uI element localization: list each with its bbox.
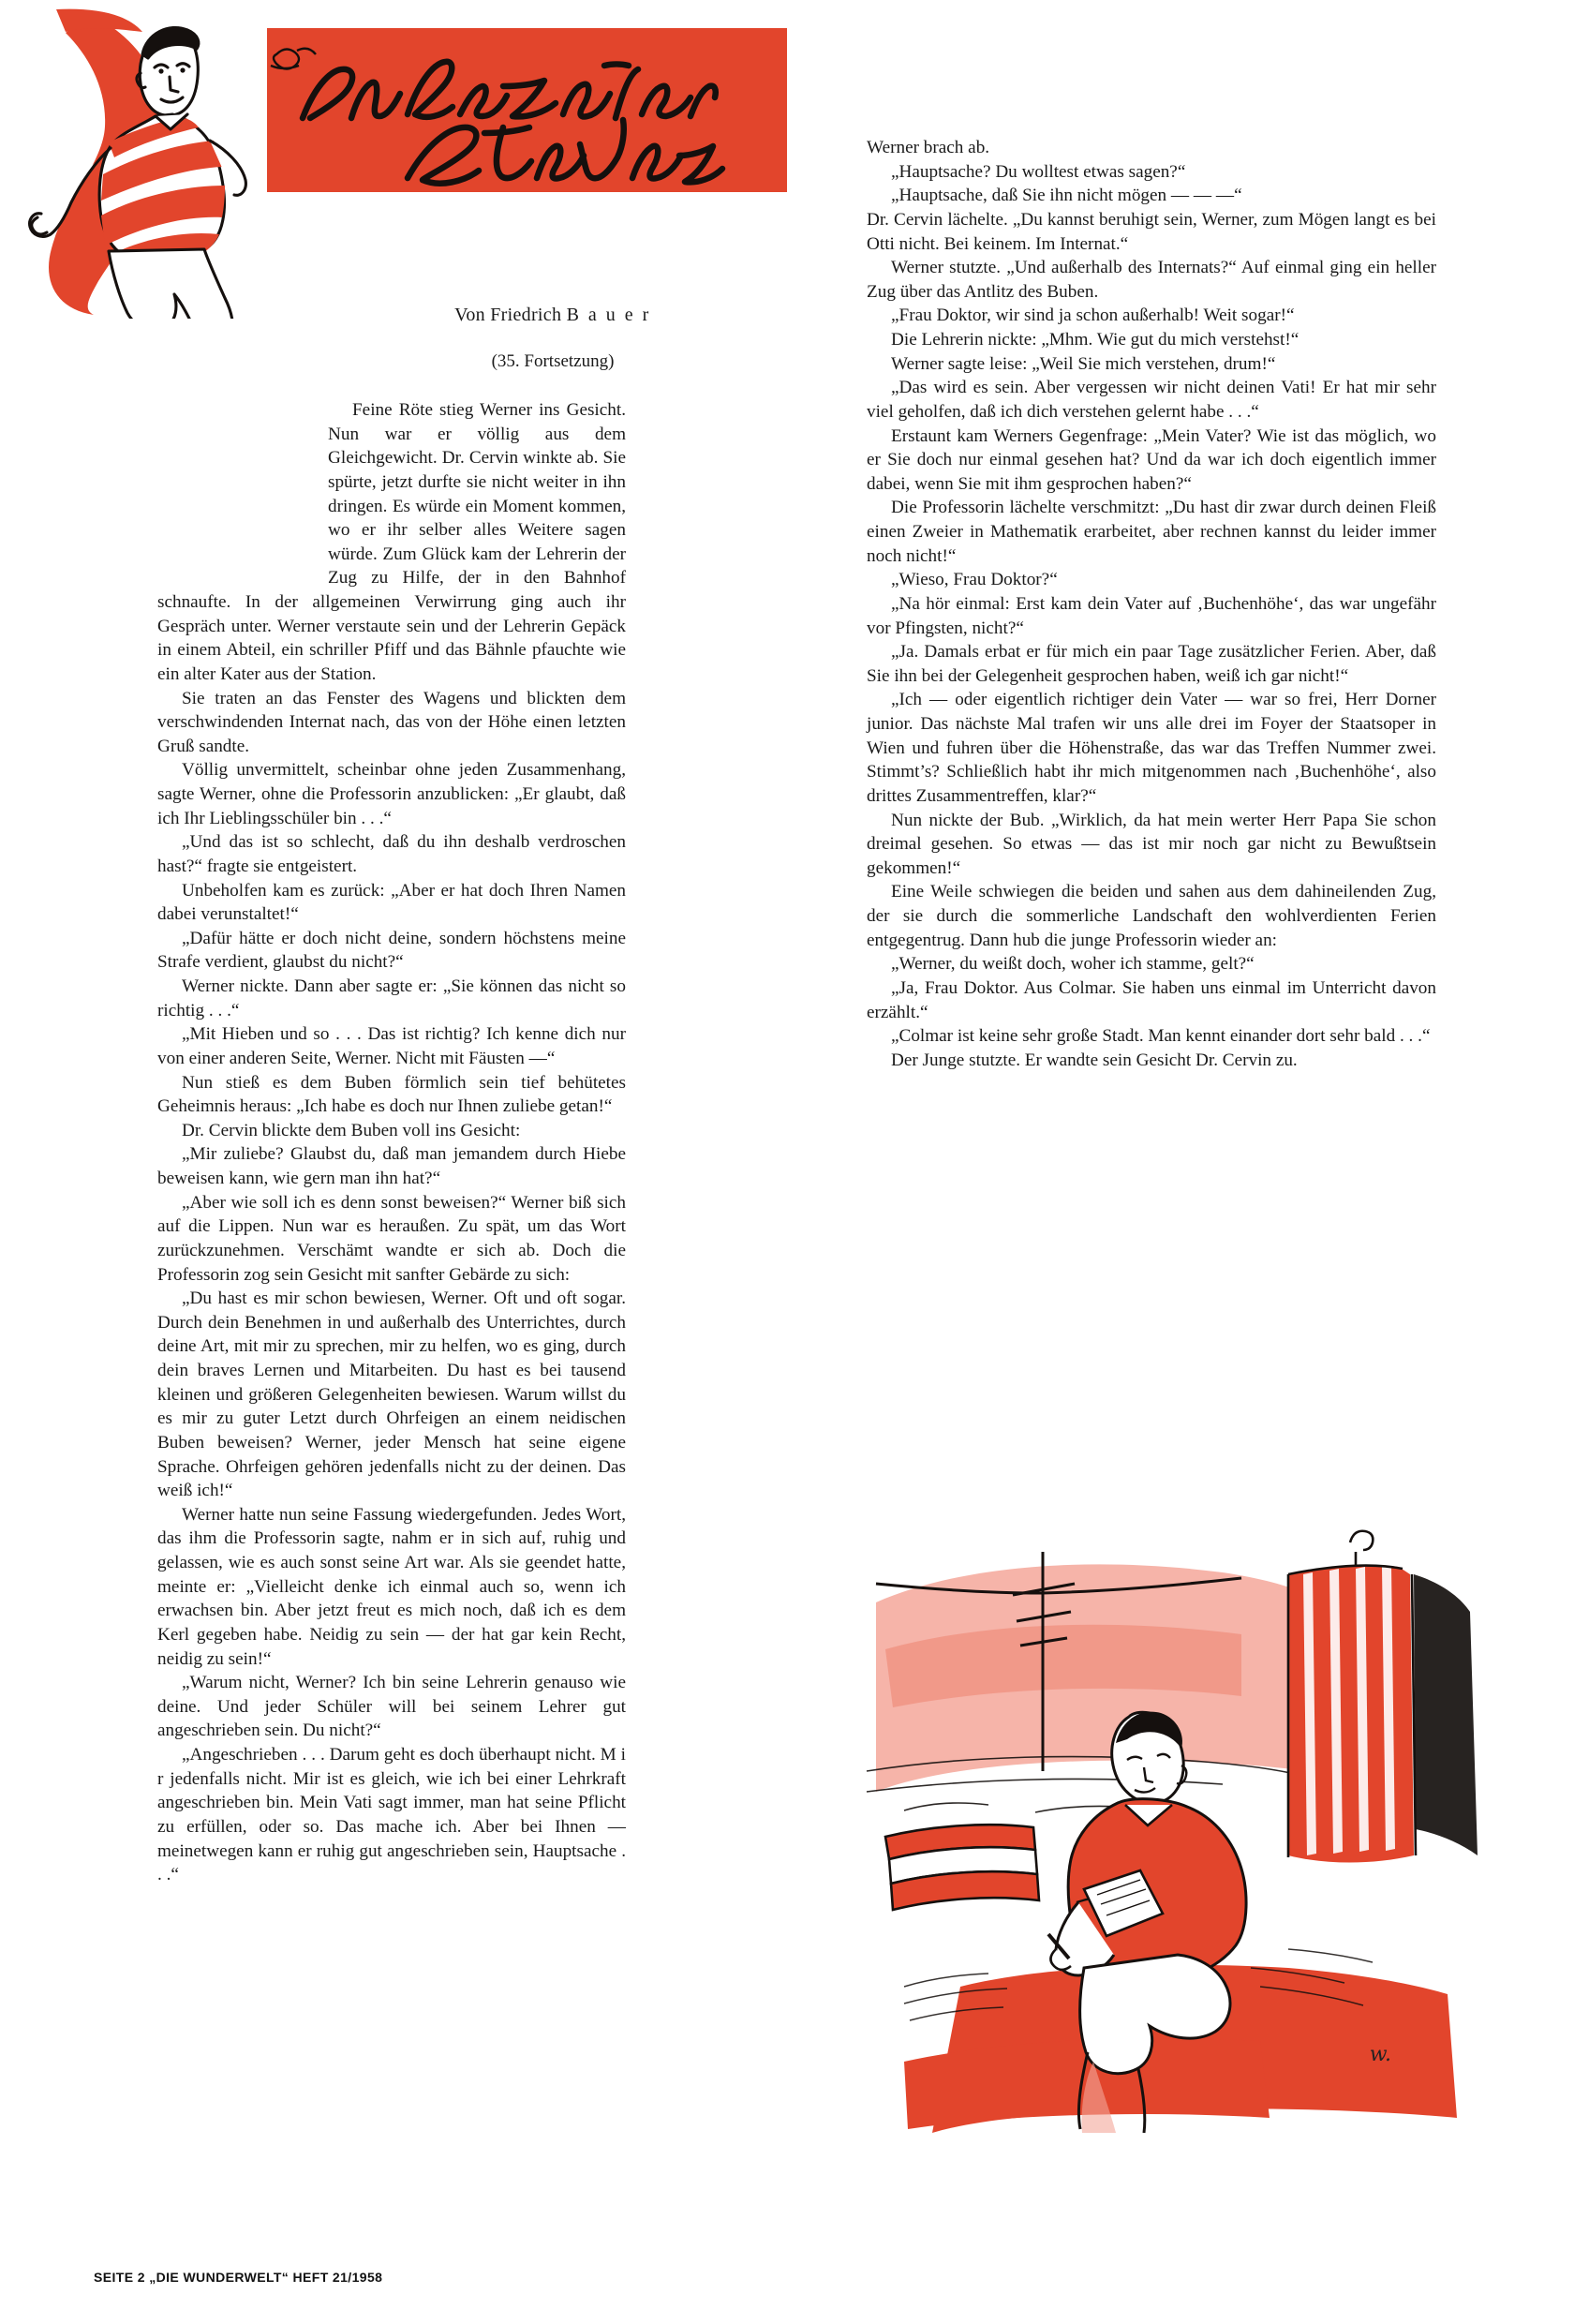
paragraph: Nun stieß es dem Buben förmlich sein tief behütetes Geheimnis heraus: „Ich habe es doch nur Ihnen zuliebe getan!“ — [157, 1072, 626, 1117]
paragraph: Eine Weile schwiegen die beiden und sahen aus dem dahineilenden Zug, der sie durch die sommerliche Landschaft den wohlverdienten Ferien entgegentrug. Dann hub die junge Professorin wieder an: — [867, 882, 1436, 950]
paragraph: Dr. Cervin lächelte. „Du kannst beruhigt sein, Werner, zum Mögen langt es bei Otti nicht. Bei keinem. Im Internat.“ — [867, 209, 1436, 254]
paragraph: „Na hör einmal: Erst kam dein Vater auf ‚Buchenhöhe‘, das war ungefähr vor Pfingsten, nicht?“ — [867, 593, 1436, 638]
artist-signature: w. — [1369, 2043, 1391, 2066]
paragraph: Unbeholfen kam es zurück: „Aber er hat doch Ihren Namen dabei verunstaltet!“ — [157, 880, 626, 925]
paragraph: „Ja. Damals erbat er für mich ein paar Tage zusätzlicher Ferien. Aber, daß Sie ihn bei der Gelegenheit gesprochen haben, weiß ich gar nicht!“ — [867, 642, 1436, 686]
paragraph: „Angeschrieben . . . Darum geht es doch überhaupt nicht. M i r jedenfalls nicht. Mir ist es gleich, wie ich bei einer Lehrkraft angeschrieben bin. Mein Vati sagt immer, man hat seine Pflicht zu erfüllen, oder so. Das mache ich. Aber bei Ihnen — meinetwegen kann er ruhig gut angeschrieben sein, Hauptsache . . .“ — [157, 1745, 626, 1885]
paragraph: Werner brach ab. — [867, 138, 990, 157]
paragraph: „Werner, du weißt doch, woher ich stamme, gelt?“ — [891, 954, 1255, 975]
paragraph: „Hauptsache? Du wolltest etwas sagen?“ — [891, 161, 1186, 182]
paragraph: Völlig unvermittelt, scheinbar ohne jeden Zusammenhang, sagte Werner, ohne die Professorin anzublicken: „Er glaubt, daß ich Ihr Lieblingsschüler bin . . .“ — [157, 760, 626, 828]
byline-author: B a u e r — [566, 305, 651, 325]
paragraph: „Das wird es sein. Aber vergessen wir nicht deinen Vati! Er hat mir sehr viel geholfen, daß ich dich verstehen gelernt habe . . .“ — [867, 378, 1436, 422]
paragraph: „Ja, Frau Doktor. Aus Colmar. Sie haben uns einmal im Unterricht davon erzählt.“ — [867, 977, 1436, 1022]
installment-note: (35. Fortsetzung) — [491, 351, 615, 371]
byline-prefix: Von Friedrich — [454, 305, 567, 325]
paragraph: „Frau Doktor, wir sind ja schon außerhalb! Weit sogar!“ — [891, 305, 1295, 326]
paragraph: Der Junge stutzte. Er wandte sein Gesicht Dr. Cervin zu. — [891, 1050, 1298, 1070]
paragraph: Erstaunt kam Werners Gegenfrage: „Mein Vater? Wie ist das möglich, wo er Sie doch nur einmal gesehen hat? Und da war ich doch eigentlich immer dabei, wenn Sie mit ihm gesprochen haben?“ — [867, 425, 1436, 494]
paragraph: „Mit Hieben und so . . . Das ist richtig? Ich kenne dich nur von einer anderen Seite, Werner. Nicht mit Fäusten —“ — [157, 1024, 626, 1068]
left-column — [157, 398, 626, 1887]
paragraph: Werner nickte. Dann aber sagte er: „Sie können das nicht so richtig . . .“ — [157, 976, 626, 1020]
paragraph: Die Professorin lächelte verschmitzt: „Du hast dir zwar durch deinen Fleiß einen Zweier in Mathematik erarbeitet, aber rechnen kannst du leider immer noch nicht!“ — [867, 498, 1436, 566]
boy-writing-illustration — [848, 1462, 1504, 2212]
paragraph: „Mir zuliebe? Glaubst du, daß man jemandem durch Hiebe beweisen kann, wie gern man ihn hat?“ — [157, 1144, 626, 1188]
paragraph — [157, 398, 626, 687]
right-column — [867, 136, 1436, 1072]
paragraph: „Hauptsache, daß Sie ihn nicht mögen — — —“ — [891, 186, 1242, 206]
paragraph: „Und das ist so schlecht, daß du ihn deshalb verdroschen hast?“ fragte sie entgeistert. — [157, 832, 626, 876]
paragraph: Werner stutzte. „Und außerhalb des Internats?“ Auf einmal ging ein heller Zug über das Antlitz des Buben. — [867, 258, 1436, 302]
paragraph-text: Feine Röte stieg Werner ins Gesicht. Nun war er völlig aus dem Gleichgewicht. Dr. Cervin winkte ab. Sie spürte, jetzt durfte sie nicht weiter in ihn dringen. Es würde ein Moment kommen, wo er ihr selber alles Weitere sagen würde. Zum Glück kam der Lehrerin der Zug zu Hilfe, der in den Bahnhof schnaufte. In der allgemeinen Verwirrung ging auch ihr Gespräch unter. Werner verstaute sein und der Lehrerin Gepäck in einem Abteil, ein schriller Pfiff und das Bähnle pfauchte wie ein alter Kater aus der Station. — [157, 400, 626, 684]
paragraph: „Wieso, Frau Doktor?“ — [891, 570, 1058, 590]
paragraph: „Warum nicht, Werner? Ich bin seine Lehrerin genauso wie deine. Und jeder Schüler will bei seinem Lehrer gut angeschrieben sein. Du nicht?“ — [157, 1673, 626, 1741]
paragraph: „Ich — oder eigentlich richtiger dein Vater — war so frei, Herr Dorner junior. Das nächste Mal trafen wir uns alle drei im Foyer der Staatsoper in Wien und fuhren über die Höhenstraße, das war das Treffen Nummer zwei. Stimmt’s? Schließlich habt ihr mich mitgenommen nach ‚Buchenhöhe‘, also drittes Zusammentreffen, klar?“ — [867, 690, 1436, 806]
paragraph: Die Lehrerin nickte: „Mhm. Wie gut du mich verstehst!“ — [891, 330, 1299, 350]
paragraph: „Colmar ist keine sehr große Stadt. Man kennt einander dort sehr bald . . .“ — [891, 1026, 1431, 1047]
paragraph: Werner sagte leise: „Weil Sie mich verstehen, drum!“ — [891, 353, 1276, 374]
title-banner — [267, 28, 787, 192]
paragraph: „Aber wie soll ich es denn sonst beweisen?“ Werner biß sich auf die Lippen. Nun war es heraußen. Zu spät, um das Wort zurückzunehmen. Verschämt wandte er sich ab. Doch die Professorin zog sein Gesicht mit sanfter Gebärde zu sich: — [157, 1192, 626, 1285]
paragraph: „Du hast es mir schon bewiesen, Werner. Oft und oft sogar. Durch dein Benehmen in und außerhalb des Unterrichtes, durch deine Art, mit mir zu sprechen, mir zu helfen, wo es ging, durch dein braves Lernen und Mitarbeiten. Du hast es bei tausend kleinen und größeren Gelegenheiten bewiesen. Warum willst du es mir zu guter Letzt durch Ohrfeigen an einem neidischen Buben beweisen? Werner, jeder Mensch hat seine eigene Sprache. Ohrfeigen gehören jedenfalls nicht zu der deinen. Das weiß ich!“ — [157, 1289, 626, 1501]
page-footer: SEITE 2 „DIE WUNDERWELT“ HEFT 21/1958 — [94, 2270, 383, 2285]
paragraph: Sie traten an das Fenster des Wagens und blickten dem verschwindenden Internat nach, das von der Höhe einen letzten Gruß sandte. — [157, 688, 626, 756]
train-compartment-illustration — [848, 1462, 1504, 2212]
paragraph: Nun nickte der Bub. „Wirklich, da hat mein werter Herr Papa Sie schon dreimal gesehen. So etwas — das ist mir noch gar nicht zu Bewußtsein gekommen!“ — [867, 810, 1436, 878]
paragraph: Werner hatte nun seine Fassung wiedergefunden. Jedes Wort, das ihm die Professorin sagte, nahm er in sich auf, ruhig und gelassen, wie es auch sonst seine Art war. Als sie geendet hatte, meinte er: „Vielleicht denke ich einmal auch so, wenn ich erwachsen bin. Aber jetzt freut es mich noch, daß ich es dem Kerl gegeben habe. Neidig zu sein — der hat gar kein Recht, neidig zu sein!“ — [157, 1504, 626, 1669]
paragraph: „Dafür hätte er doch nicht deine, sondern höchstens meine Strafe verdient, glaubst du nicht?“ — [157, 928, 626, 973]
masthead-illustration — [0, 0, 843, 309]
byline — [333, 305, 773, 326]
title-ornament — [267, 28, 787, 192]
paragraph: Dr. Cervin blickte dem Buben voll ins Gesicht: — [182, 1120, 521, 1140]
